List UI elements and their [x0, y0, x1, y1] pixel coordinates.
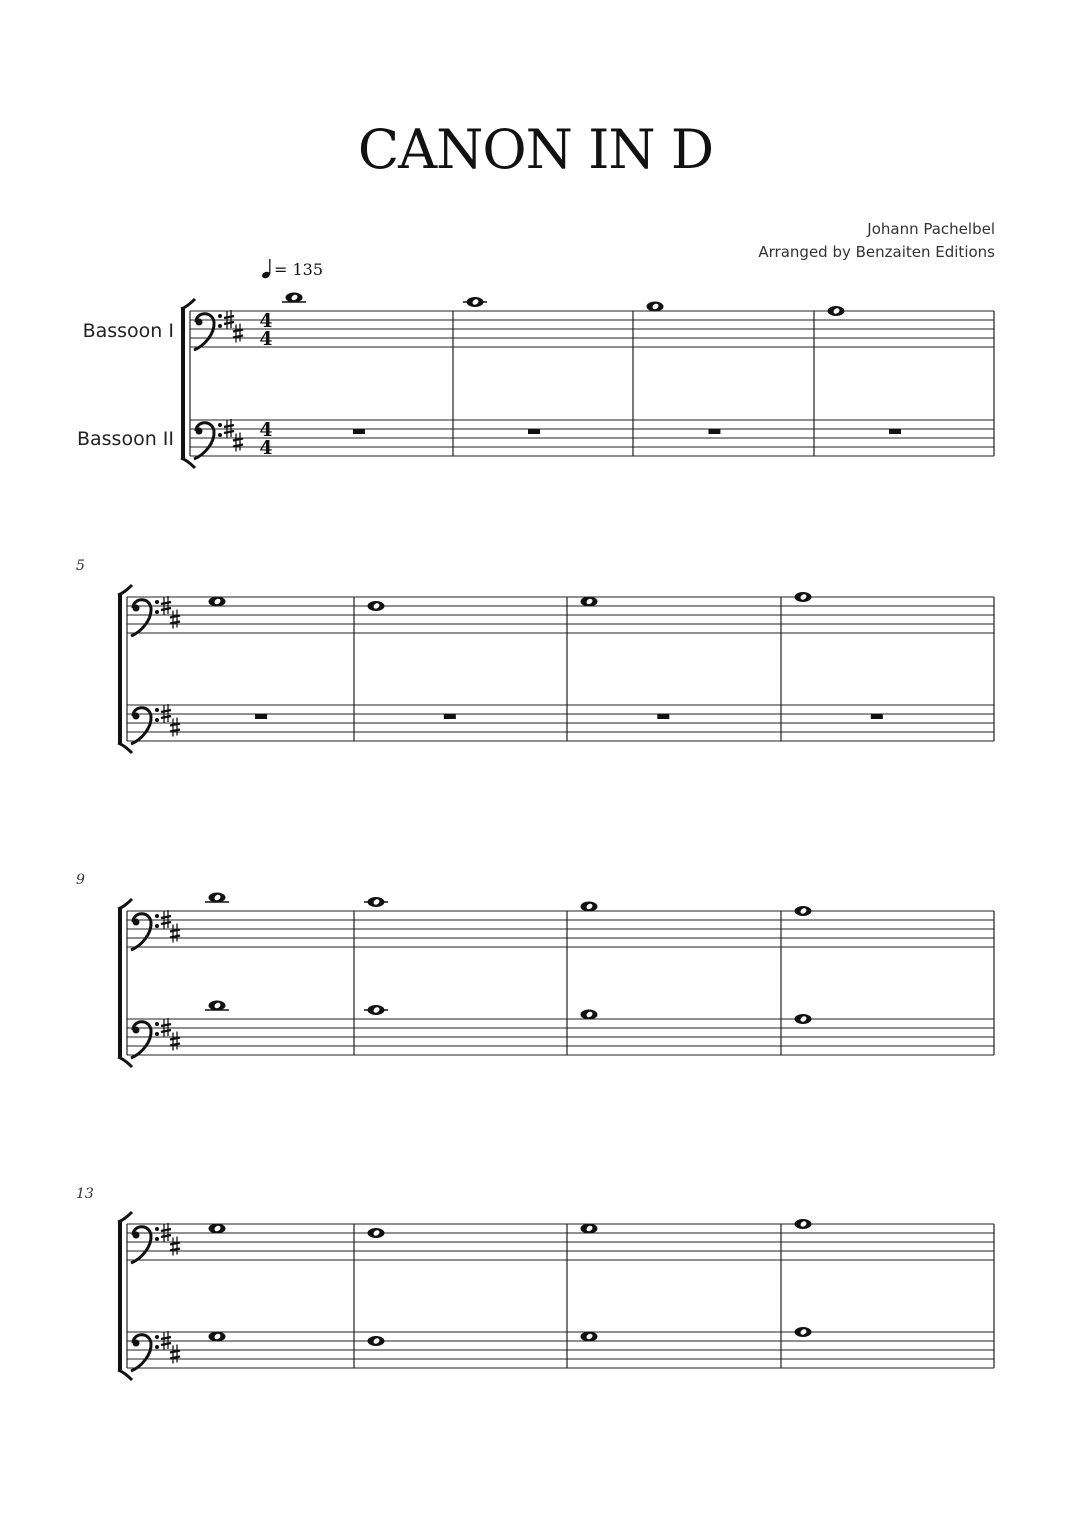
whole-note [581, 1332, 598, 1342]
composer-credit: Johann Pachelbel [867, 220, 995, 238]
system-bracket [118, 899, 132, 1067]
whole-note [368, 1336, 385, 1346]
bass-clef-dot-icon [133, 919, 140, 926]
time-signature-numerator: 4 [259, 419, 273, 441]
bass-clef-dot-icon [133, 713, 140, 720]
time-signature-denominator: 4 [259, 437, 273, 459]
score-title: CANON IN D [357, 118, 714, 181]
bass-clef-dot-icon [218, 433, 222, 437]
whole-note [364, 1005, 388, 1015]
bass-clef-dot-icon [133, 1027, 140, 1034]
whole-rest [528, 429, 540, 434]
whole-note [282, 293, 306, 303]
sharp-icon [170, 1032, 180, 1051]
whole-note [209, 1332, 226, 1342]
score-system [127, 1219, 994, 1371]
bass-clef-dot-icon [155, 1022, 159, 1026]
whole-note [463, 297, 487, 307]
whole-note [795, 906, 812, 916]
whole-rest [871, 714, 883, 719]
sharp-icon [170, 610, 180, 629]
system-bracket [181, 299, 195, 468]
bass-clef-dot-icon [155, 1237, 159, 1241]
bass-clef-dot-icon [155, 610, 159, 614]
whole-rest [708, 429, 720, 434]
whole-note [209, 597, 226, 607]
whole-note [368, 1228, 385, 1238]
bass-clef-dot-icon [133, 605, 140, 612]
whole-note [581, 902, 598, 912]
bass-clef-dot-icon [155, 1032, 159, 1036]
sharp-icon [170, 1345, 180, 1364]
bass-clef-dot-icon [155, 1335, 159, 1339]
measure-number: 5 [76, 558, 85, 574]
instrument-label-bassoon-1: Bassoon I [82, 320, 174, 342]
bass-clef-dot-icon [133, 1340, 140, 1347]
instrument-label-bassoon-2: Bassoon II [76, 428, 174, 450]
staff-bassoon-2 [127, 704, 994, 744]
bass-clef-dot-icon [155, 914, 159, 918]
whole-note [795, 1219, 812, 1229]
staff-bassoon-2 [190, 419, 994, 459]
score-system [127, 592, 994, 744]
staff-bassoon-1 [127, 1219, 994, 1263]
bass-clef-dot-icon [133, 1232, 140, 1239]
sharp-icon [170, 1237, 180, 1256]
whole-note [795, 1327, 812, 1337]
bass-clef-dot-icon [155, 1345, 159, 1349]
bass-clef-dot-icon [196, 428, 203, 435]
score-system [127, 893, 994, 1059]
whole-rest [353, 429, 365, 434]
whole-note [581, 597, 598, 607]
staff-bassoon-1 [127, 893, 994, 951]
staff-bassoon-2 [127, 1327, 994, 1371]
bass-clef-dot-icon [155, 718, 159, 722]
whole-rest [889, 429, 901, 434]
whole-note [205, 1001, 229, 1011]
whole-note [795, 592, 812, 602]
whole-note [368, 601, 385, 611]
system-bracket [118, 1212, 132, 1380]
staff-bassoon-2 [127, 1001, 994, 1059]
time-signature-denominator: 4 [259, 328, 273, 350]
whole-note [581, 1224, 598, 1234]
tempo-marking: = 135 [274, 260, 324, 279]
whole-note [205, 893, 229, 903]
bass-clef-dot-icon [218, 314, 222, 318]
sharp-icon [170, 718, 180, 737]
sharp-icon [170, 924, 180, 943]
system-bracket [118, 585, 132, 753]
time-signature-numerator: 4 [259, 310, 273, 332]
bass-clef-dot-icon [218, 324, 222, 328]
bass-clef-dot-icon [196, 319, 203, 326]
whole-note [647, 302, 664, 312]
whole-rest [255, 714, 267, 719]
bass-clef-dot-icon [155, 1227, 159, 1231]
whole-note [828, 306, 845, 316]
staff-bassoon-1 [127, 592, 994, 636]
measure-number: 9 [76, 872, 85, 888]
bass-clef-dot-icon [218, 423, 222, 427]
bass-clef-dot-icon [155, 924, 159, 928]
whole-note [795, 1014, 812, 1024]
measure-number: 13 [76, 1186, 94, 1202]
whole-note [209, 1224, 226, 1234]
quarter-note-icon [261, 259, 271, 279]
bass-clef-dot-icon [155, 708, 159, 712]
whole-rest [657, 714, 669, 719]
whole-note [364, 897, 388, 907]
whole-note [581, 1010, 598, 1020]
sharp-icon [233, 433, 243, 452]
arranger-credit: Arranged by Benzaiten Editions [758, 243, 995, 261]
whole-rest [444, 714, 456, 719]
score-system [190, 293, 994, 460]
bass-clef-dot-icon [155, 600, 159, 604]
sharp-icon [233, 324, 243, 343]
staff-bassoon-1 [190, 293, 994, 351]
